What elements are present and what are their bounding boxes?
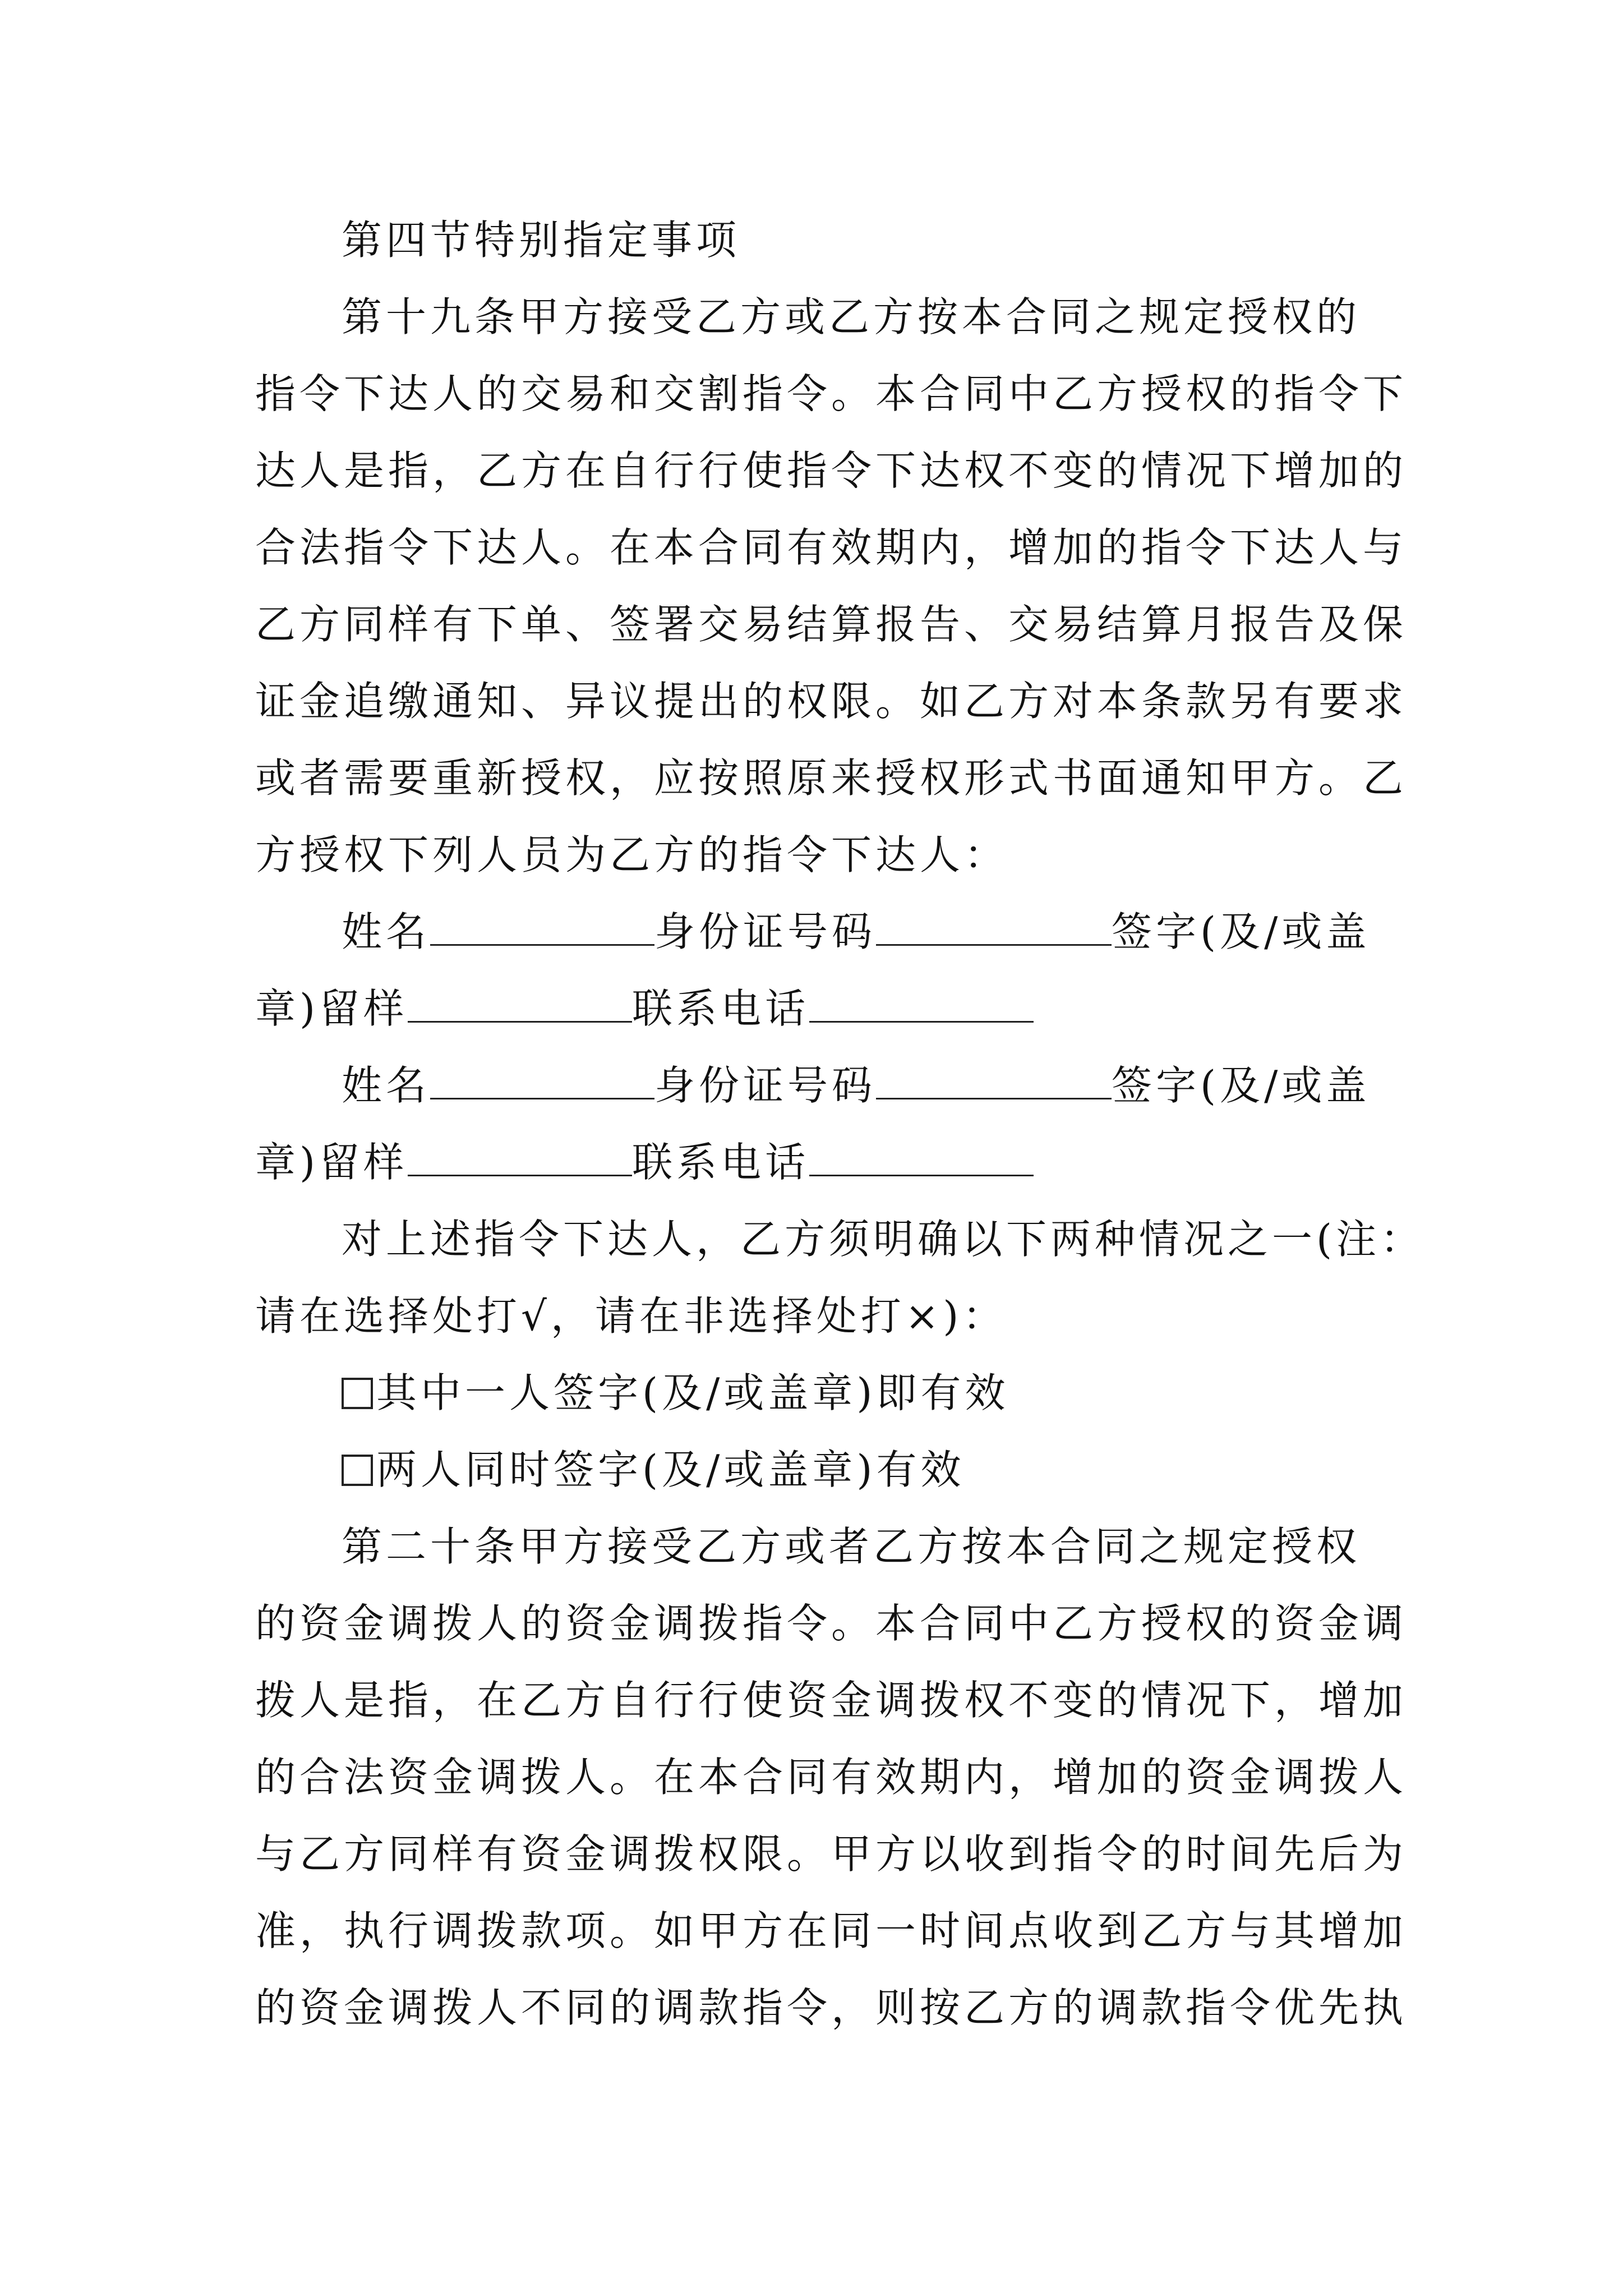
- checkbox-icon[interactable]: [342, 1455, 373, 1486]
- choice-line: 对上述指令下达人，乙方须明确以下两种情况之一(注：: [342, 1216, 1425, 1263]
- article-20: [255, 1508, 1408, 2046]
- article-20-line: 的资金调拨人的资金调拨指令。本合同中乙方授权的资金调: [255, 1600, 1408, 1647]
- signer-entry-2-line1: [255, 1047, 1388, 1124]
- phone-blank[interactable]: [809, 1140, 1034, 1176]
- id-blank[interactable]: [876, 909, 1112, 946]
- phone-label: 联系电话: [632, 985, 810, 1032]
- signature-blank[interactable]: [408, 1140, 632, 1176]
- signature-label-cont: 章)留样: [255, 1139, 408, 1186]
- section-title-para: [255, 202, 1388, 279]
- choice-option-1: [255, 1355, 1388, 1432]
- id-label: 身份证号码: [654, 1062, 877, 1109]
- document-body: [255, 202, 1425, 2046]
- signer-entry-1: [255, 894, 1388, 1047]
- signature-label-cont: 章)留样: [255, 985, 408, 1032]
- article-19-line: 第十九条甲方接受乙方或乙方按本合同之规定授权的: [342, 293, 1361, 341]
- phone-blank[interactable]: [809, 986, 1034, 1023]
- article-19-line: 乙方同样有下单、签署交易结算报告、交易结算月报告及保: [255, 601, 1408, 648]
- article-20-line: 拨人是指，在乙方自行行使资金调拨权不变的情况下，增加: [255, 1677, 1408, 1724]
- article-20-line: 的合法资金调拨人。在本合同有效期内，增加的资金调拨人: [255, 1754, 1408, 1801]
- article-19: [255, 279, 1408, 894]
- choice-instructions: [255, 1201, 1425, 1355]
- option-1-label: 其中一人签字(及/或盖章)即有效: [376, 1369, 1009, 1416]
- signer-entry-1-line1: [255, 894, 1388, 970]
- choice-option-2: [255, 1432, 1388, 1508]
- article-19-line: 指令下达人的交易和交割指令。本合同中乙方授权的指令下: [255, 370, 1408, 417]
- id-label: 身份证号码: [654, 908, 877, 955]
- article-19-line: 合法指令下达人。在本合同有效期内，增加的指令下达人与: [255, 524, 1408, 571]
- name-label: 姓名: [342, 908, 431, 955]
- article-20-line: 准，执行调拨款项。如甲方在同一时间点收到乙方与其增加: [255, 1907, 1408, 1954]
- signature-label: 签字(及/或盖: [1112, 1062, 1371, 1109]
- article-20-line: 与乙方同样有资金调拨权限。甲方以收到指令的时间先后为: [255, 1830, 1408, 1878]
- signer-entry-1-line2: [255, 970, 1388, 1047]
- article-19-line: 方授权下列人员为乙方的指令下达人：: [255, 831, 1009, 878]
- name-blank[interactable]: [430, 1063, 654, 1099]
- article-19-line: 或者需要重新授权，应按照原来授权形式书面通知甲方。乙: [255, 754, 1408, 802]
- option-2-label: 两人同时签字(及/或盖章)有效: [376, 1446, 965, 1493]
- name-blank[interactable]: [430, 909, 654, 946]
- signature-label: 签字(及/或盖: [1112, 908, 1371, 955]
- article-19-line: 证金追缴通知、异议提出的权限。如乙方对本条款另有要求: [255, 678, 1408, 725]
- signer-entry-2: [255, 1047, 1388, 1201]
- id-blank[interactable]: [876, 1063, 1112, 1099]
- phone-label: 联系电话: [632, 1139, 810, 1186]
- signer-entry-2-line2: [255, 1124, 1388, 1201]
- article-19-line: 达人是指，乙方在自行行使指令下达权不变的情况下增加的: [255, 447, 1408, 494]
- signature-blank[interactable]: [408, 986, 632, 1023]
- choice-line: 请在选择处打√，请在非选择处打×)：: [255, 1292, 1007, 1340]
- article-20-line: 的资金调拨人不同的调款指令，则按乙方的调款指令优先执: [255, 1984, 1408, 2031]
- checkbox-icon[interactable]: [342, 1378, 373, 1409]
- article-20-line: 第二十条甲方接受乙方或者乙方按本合同之规定授权: [342, 1523, 1361, 1570]
- section-title: 第四节特别指定事项: [342, 217, 741, 264]
- name-label: 姓名: [342, 1062, 431, 1109]
